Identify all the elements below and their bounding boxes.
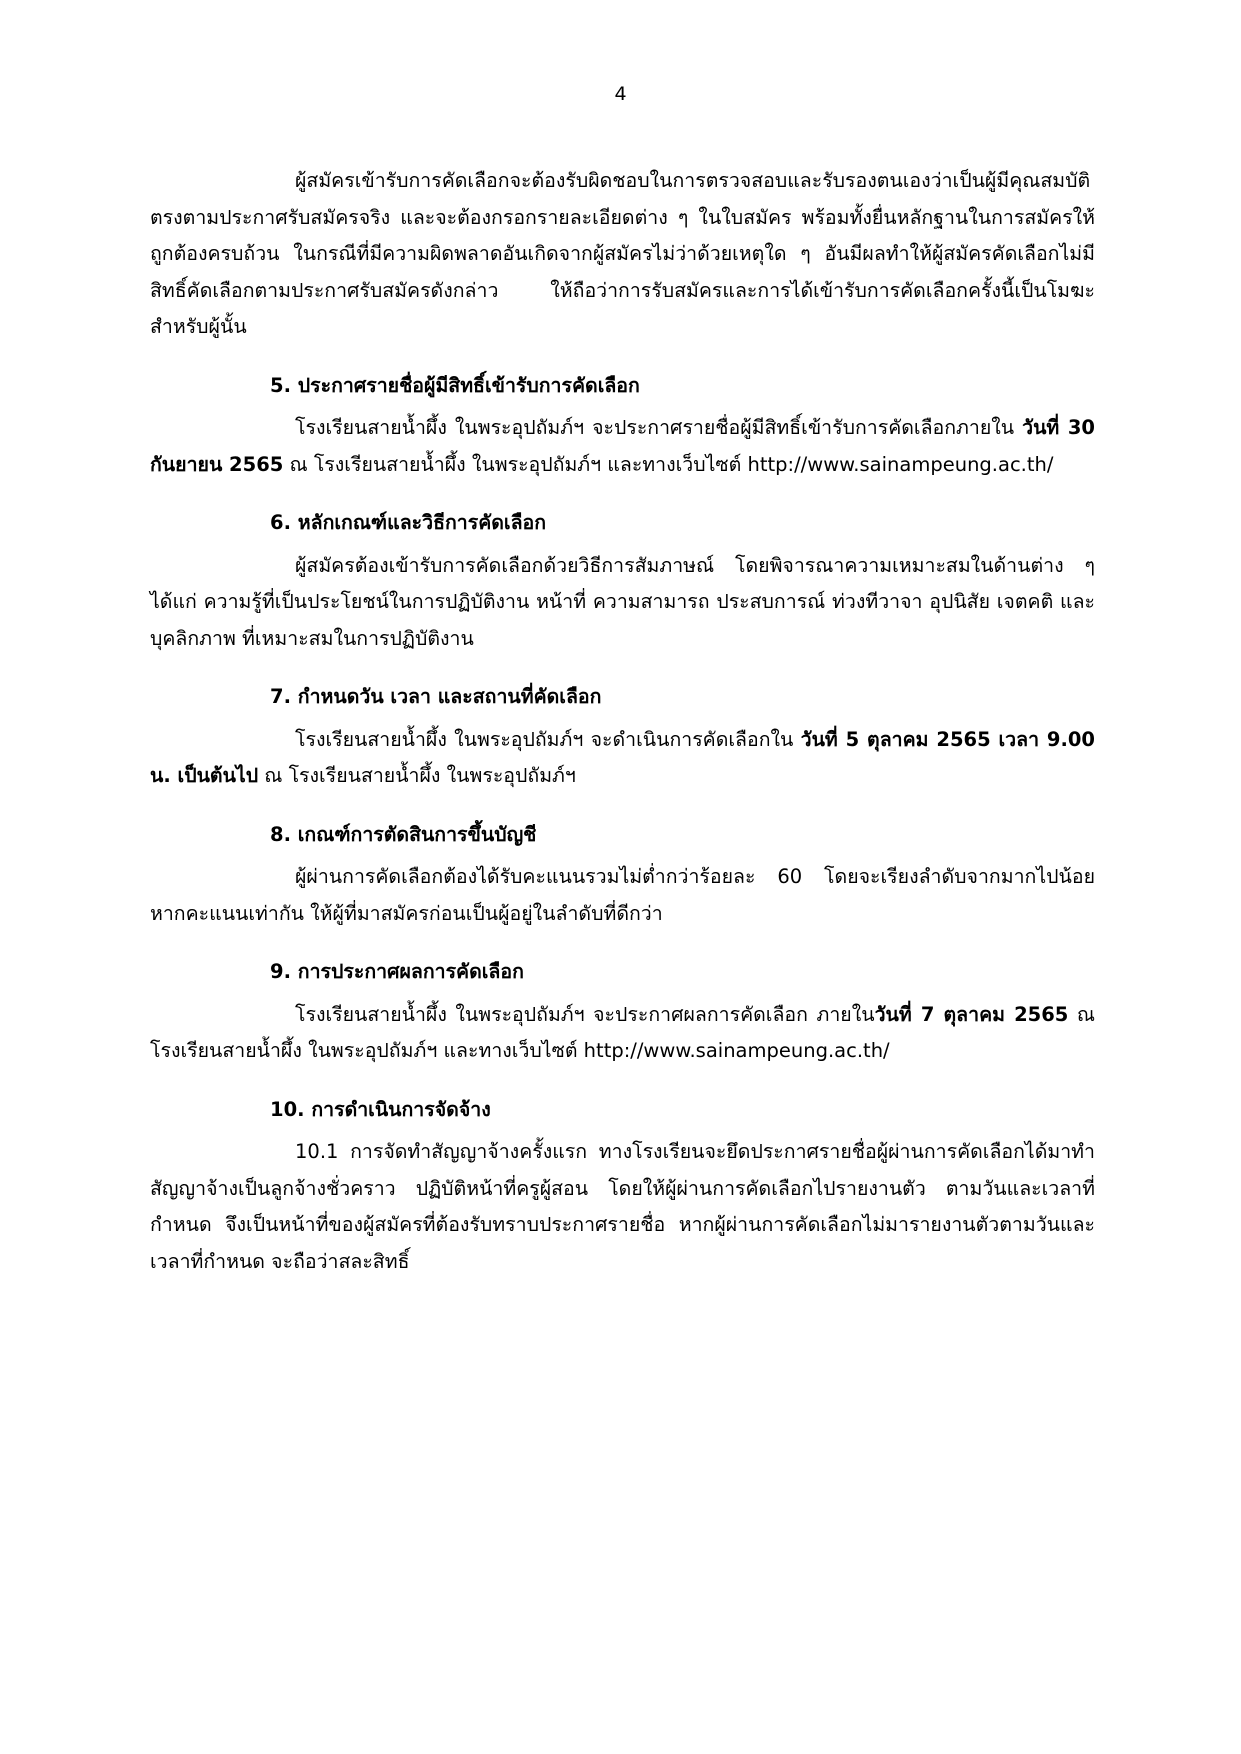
section-8-heading: 8. เกณฑ์การตัดสินการขึ้นบัญชี [270,822,537,846]
section-9-date: วันที่ 7 ตุลาคม 2565 [874,1002,1069,1026]
section-5-text-b: ณ โรงเรียนสายน้ำผึ้ง ในพระอุปถัมภ์ฯ และทางเว็บไซต์ http://www.sainampeung.ac.th/ [283,452,1054,476]
document-body [150,163,1095,1280]
section-7-date: วันที่ 5 ตุลาคม 2565 เวลา 9.00 น. เป็นต้นไป [150,727,1095,787]
section-7-paragraph [150,722,1095,795]
section-5-text-a: โรงเรียนสายน้ำผึ้ง ในพระอุปถัมภ์ฯ จะประกาศรายชื่อผู้มีสิทธิ์เข้ารับการคัดเลือกภายใน [295,416,1023,439]
section-8-paragraph: ผู้ผ่านการคัดเลือกต้องได้รับคะแนนรวมไม่ต่ำกว่าร้อยละ 60 โดยจะเรียงลำดับจากมากไปน้อย หากคะแนนเท่ากัน ให้ผู้ที่มาสมัครก่อนเป็นผู้อยู่ในลำดับที่ดีกว่า [150,865,1095,925]
section-9-text-a: โรงเรียนสายน้ำผึ้ง ในพระอุปถัมภ์ฯ จะประกาศผลการคัดเลือก ภายใน [295,1002,875,1026]
intro-paragraph: ผู้สมัครเข้ารับการคัดเลือกจะต้องรับผิดชอบในการตรวจสอบและรับรองตนเองว่าเป็นผู้มีคุณสมบัติตรงตามประกาศรับสมัครจริง และจะต้องกรอกรายละเอียดต่าง ๆ ในใบสมัคร พร้อมทั้งยื่นหลักฐานในการสมัครให้ถูกต้องครบถ้วน ในกรณีที่มีความผิดพลาดอันเกิดจากผู้สมัครไม่ว่าด้วยเหตุใด ๆ อันมีผลทำให้ผู้สมัครคัดเลือกไม่มีสิทธิ์คัดเลือกตามประกาศรับสมัครดังกล่าว ให้ถือว่าการรับสมัครและการได้เข้ารับการคัดเลือกครั้งนี้เป็นโมฆะสำหรับผู้นั้น [150,169,1095,338]
section-9-heading: 9. การประกาศผลการคัดเลือก [270,960,524,983]
section-5-paragraph [150,410,1095,483]
section-5-heading: 5. ประกาศรายชื่อผู้มีสิทธิ์เข้ารับการคัดเลือก [270,373,640,397]
page-number: 4 [614,83,627,105]
section-6-heading: 6. หลักเกณฑ์และวิธีการคัดเลือก [270,511,547,534]
section-9-text-b: ณ โรงเรียนสายน้ำผึ้ง ในพระอุปถัมภ์ฯ และทางเว็บไซต์ http://www.sainampeung.ac.th/ [150,1002,1095,1062]
section-7-text-b: ณ โรงเรียนสายน้ำผึ้ง ในพระอุปถัมภ์ฯ [258,764,576,787]
section-7-text-a: โรงเรียนสายน้ำผึ้ง ในพระอุปถัมภ์ฯ จะดำเนินการคัดเลือกใน [295,727,801,751]
section-10-paragraph: 10.1 การจัดทำสัญญาจ้างครั้งแรก ทางโรงเรียนจะยึดประกาศรายชื่อผู้ผ่านการคัดเลือกได้มาทำสัญญาจ้างเป็นลูกจ้างชั่วคราว ปฏิบัติหน้าที่ครูผู้สอน โดยให้ผู้ผ่านการคัดเลือกไปรายงานตัว ตามวันและเวลาที่กำหนด จึงเป็นหน้าที่ของผู้สมัครที่ต้องรับทราบประกาศรายชื่อ หากผู้ผ่านการคัดเลือกไม่มารายงานตัวตามวันและเวลาที่กำหนด จะถือว่าสละสิทธิ์ [150,1140,1095,1273]
section-9-paragraph [150,997,1095,1070]
section-10-heading: 10. การดำเนินการจัดจ้าง [270,1097,491,1121]
section-7-heading: 7. กำหนดวัน เวลา และสถานที่คัดเลือก [270,685,602,708]
section-6-paragraph: ผู้สมัครต้องเข้ารับการคัดเลือกด้วยวิธีการสัมภาษณ์ โดยพิจารณาความเหมาะสมในด้านต่าง ๆ ได้แก่ ความรู้ที่เป็นประโยชน์ในการปฏิบัติงาน หน้าที่ ความสามารถ ประสบการณ์ ท่วงทีวาจา อุปนิสัย เจตคติ และบุคลิกภาพ ที่เหมาะสมในการปฏิบัติงาน [150,553,1095,650]
section-5-date: วันที่ 30 กันยายน 2565 [150,416,1095,476]
